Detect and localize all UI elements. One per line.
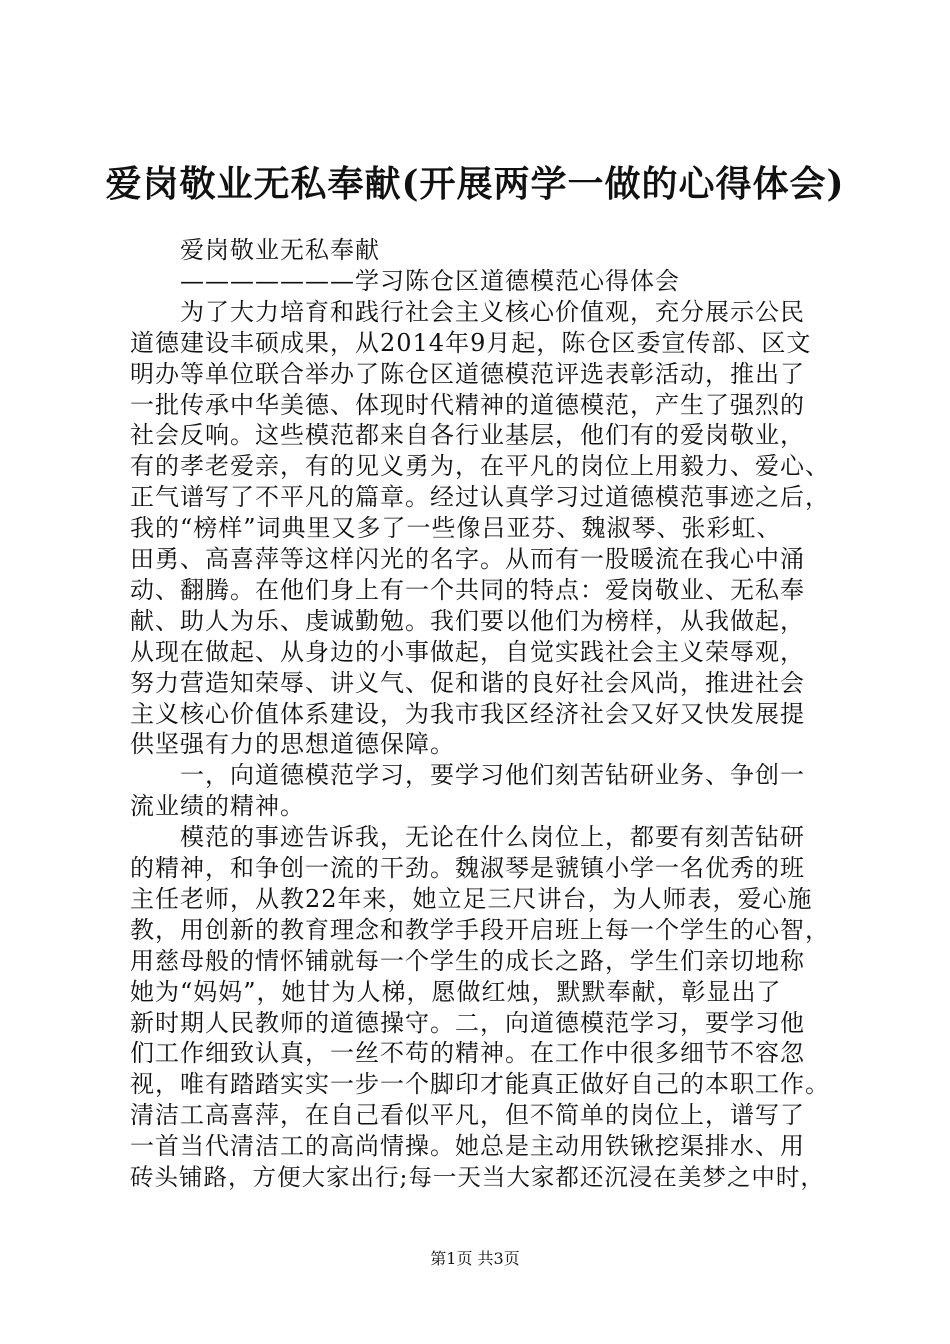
body-line: 教，用创新的教育理念和教学手段开启班上每一个学生的心智， [130, 916, 830, 944]
body-line: 供坚强有力的思想道德保障。 [130, 730, 455, 758]
body-line: 正气谱写了不平凡的篇章。经过认真学习过道德模范事迹之后， [130, 483, 830, 511]
body-line: 我的“榜样”词典里又多了一些像吕亚芬、魏淑琴、张彩虹、 [130, 514, 782, 542]
body-line: 新时期人民教师的道德操守。二，向道德模范学习，要学习他 [130, 1009, 805, 1037]
body-line: 一批传承中华美德、体现时代精神的道德模范，产生了强烈的 [130, 391, 805, 419]
body-line: 爱岗敬业无私奉献 [180, 236, 380, 264]
body-line: 努力营造知荣辱、讲义气、促和谐的良好社会风尚，推进社会 [130, 669, 805, 697]
body-line: 道德建设丰硕成果，从2014年9月起，陈仓区委宣传部、区文 [130, 329, 812, 357]
body-line: 动、翻腾。在他们身上有一个共同的特点：爱岗敬业、无私奉 [130, 576, 805, 604]
page-footer: 第1页 共3页 [430, 1249, 520, 1268]
document-title: 爱岗敬业无私奉献(开展两学一做的心得体会) [105, 163, 845, 205]
body-line: 模范的事迹告诉我，无论在什么岗位上，都要有刻苦钻研 [180, 823, 805, 851]
body-line: 主义核心价值体系建设，为我市我区经济社会又好又快发展提 [130, 700, 805, 728]
body-line: 田勇、高喜萍等这样闪光的名字。从而有一股暖流在我心中涌 [130, 545, 805, 573]
body-line: 们工作细致认真，一丝不苟的精神。在工作中很多细节不容忽 [130, 1039, 805, 1067]
body-line: 一首当代清洁工的高尚情操。她总是主动用铁锹挖渠排水、用 [130, 1132, 805, 1160]
body-line: 砖头铺路，方便大家出行;每一天当大家都还沉浸在美梦之中时， [130, 1163, 825, 1191]
body-line: 主任老师，从教22年来，她立足三尺讲台，为人师表，爱心施 [130, 885, 813, 913]
body-line: 有的孝老爱亲，有的见义勇为，在平凡的岗位上用毅力、爱心、 [130, 452, 830, 480]
body-line: 为了大力培育和践行社会主义核心价值观，充分展示公民 [180, 298, 805, 326]
body-line: 从现在做起、从身边的小事做起，自觉实践社会主义荣辱观， [130, 638, 805, 666]
body-line: 的精神，和争创一流的干劲。魏淑琴是虢镇小学一名优秀的班 [130, 854, 805, 882]
body-line: 视，唯有踏踏实实一步一个脚印才能真正做好自己的本职工作。 [130, 1070, 830, 1098]
body-line: 清洁工高喜萍，在自己看似平凡，但不简单的岗位上，谱写了 [130, 1101, 805, 1129]
body-line: 明办等单位联合举办了陈仓区道德模范评选表彰活动，推出了 [130, 360, 805, 388]
body-line: 献、助人为乐、虔诚勤勉。我们要以他们为榜样，从我做起， [130, 607, 805, 635]
body-line: ———————学习陈仓区道德模范心得体会 [180, 267, 680, 295]
body-line: 用慈母般的情怀铺就每一个学生的成长之路，学生们亲切地称 [130, 947, 805, 975]
body-line: 一，向道德模范学习，要学习他们刻苦钻研业务、争创一 [180, 761, 805, 789]
body-line: 流业绩的精神。 [130, 792, 305, 820]
body-line: 她为“妈妈”，她甘为人梯，愿做红烛，默默奉献，彰显出了 [130, 978, 782, 1006]
body-line: 社会反响。这些模范都来自各行业基层，他们有的爱岗敬业， [130, 421, 805, 449]
